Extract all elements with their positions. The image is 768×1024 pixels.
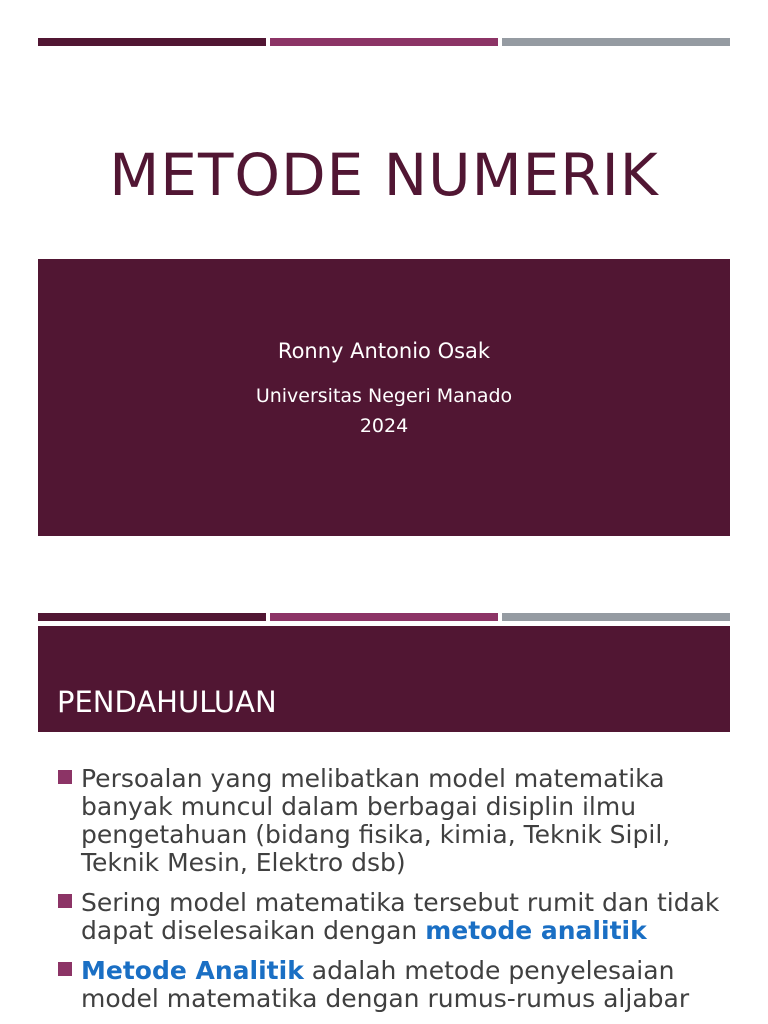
square-bullet-icon bbox=[58, 962, 72, 976]
bullet-text: adalah metode penyelesaian model matematika dengan rumus-rumus aljabar bbox=[81, 956, 690, 1013]
subtitle-box bbox=[38, 259, 730, 536]
list-item bbox=[58, 957, 748, 1013]
list-item bbox=[58, 889, 748, 945]
accent-segment-dark bbox=[38, 613, 266, 621]
content-slide bbox=[0, 575, 768, 1024]
bullet-list bbox=[58, 765, 748, 1024]
square-bullet-icon bbox=[58, 894, 72, 908]
list-item bbox=[58, 765, 748, 877]
section-header-band bbox=[38, 626, 730, 732]
accent-bar bbox=[38, 613, 730, 621]
author-name: Ronny Antonio Osak bbox=[277, 339, 491, 363]
bullet-text: Sering model matematika tersebut rumit dan tidak dapat diselesaikan dengan bbox=[81, 888, 720, 945]
year-label: 2024 bbox=[359, 415, 409, 437]
accent-segment-magenta bbox=[270, 38, 498, 46]
accent-segment-dark bbox=[38, 38, 266, 46]
institution-name: Universitas Negeri Manado bbox=[255, 385, 513, 407]
accent-segment-gray bbox=[502, 38, 730, 46]
section-title: PENDAHULUAN bbox=[57, 685, 277, 719]
square-bullet-icon bbox=[58, 770, 72, 784]
bullet-text: Persoalan yang melibatkan model matematika banyak muncul dalam berbagai disiplin ilmu pengetahuan (bidang fisika, kimia, Teknik Sipil, Teknik Mesin, Elektro dsb) bbox=[81, 764, 671, 877]
bullet-highlight: metode analitik bbox=[425, 916, 647, 945]
bullet-highlight: Metode Analitik bbox=[81, 956, 304, 985]
slide-title: METODE NUMERIK bbox=[109, 141, 659, 209]
accent-segment-gray bbox=[502, 613, 730, 621]
accent-bar bbox=[38, 38, 730, 46]
accent-segment-magenta bbox=[270, 613, 498, 621]
